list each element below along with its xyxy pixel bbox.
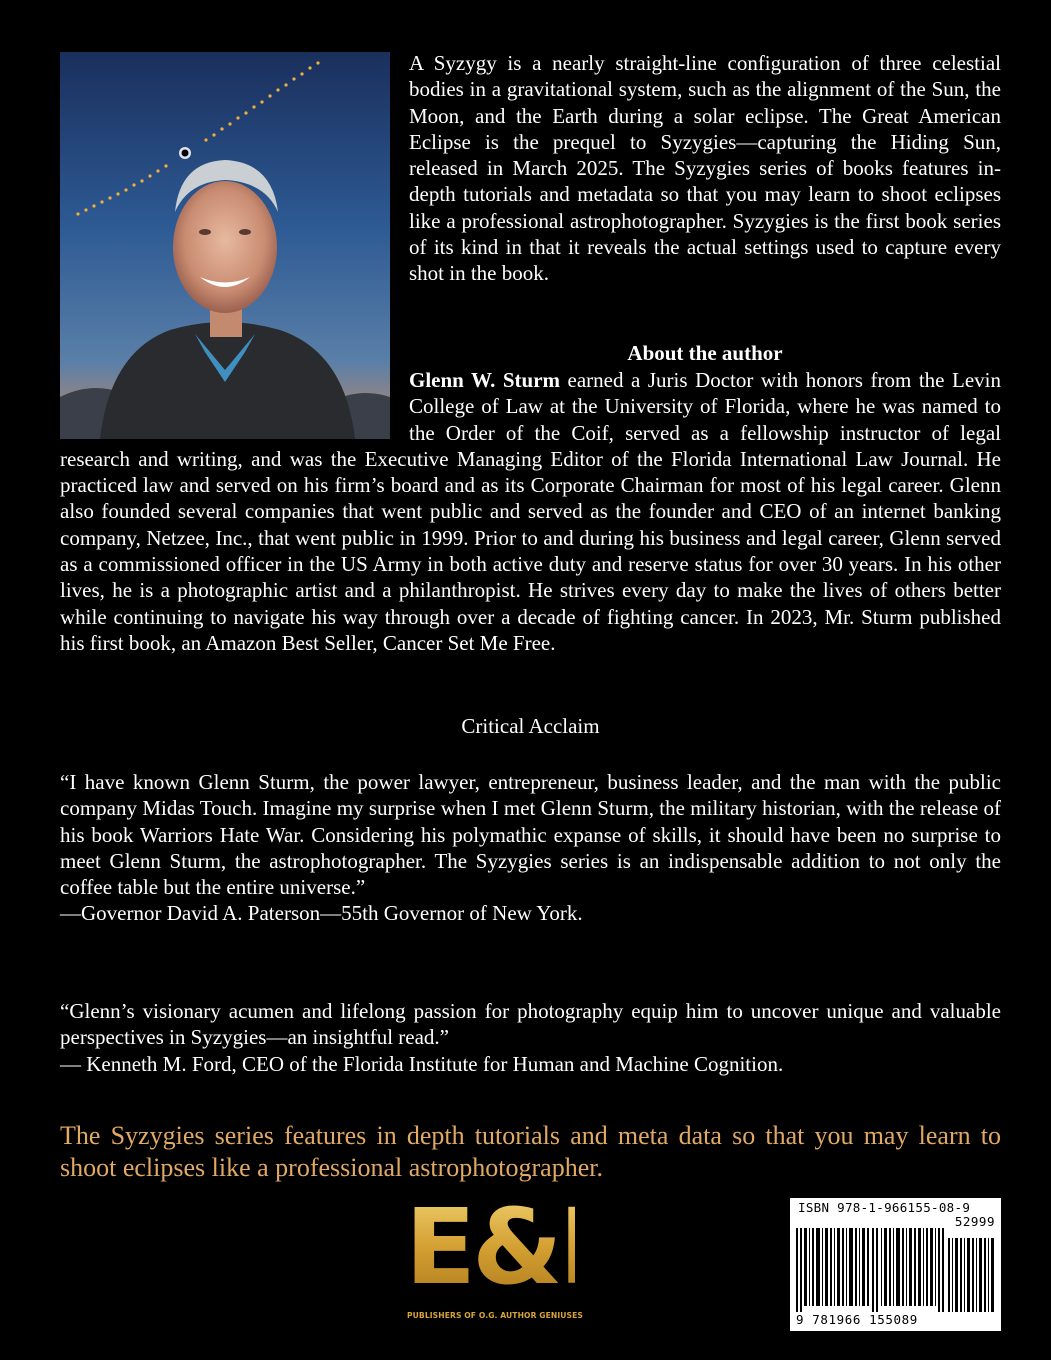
- author-bio: [60, 367, 1001, 656]
- author-name: Glenn W. Sturm: [409, 368, 561, 392]
- publisher-tagline: PUBLISHERS OF O.G. AUTHOR GENIUSES: [407, 1311, 583, 1320]
- barcode-bars-icon: [796, 1228, 996, 1312]
- quote-attribution: —Governor David A. Paterson—55th Governor of New York.: [60, 901, 583, 926]
- quote-text: “Glenn’s visionary acumen and lifelong passion for photography equip him to uncover unique and valuable perspectives in Syzygies—an insightful read.”: [60, 999, 1001, 1050]
- publisher-logo-letters: E&R: [405, 1183, 575, 1311]
- ean-number: 9 781966 155089: [796, 1312, 918, 1327]
- intro-paragraph: A Syzygy is a nearly straight-line configuration of three celestial bodies in a gravitational system, such as the alignment of the Sun, the Moon, and the Earth during a solar eclipse. The Great American Eclipse is the prequel to Syzygies—capturing the Hiding Sun, released in March 2025. The Syzygies series of books features in-depth tutorials and metadata so that you may learn to shoot eclipses like a professional astrophotographer. Syzygies is the first book series of its kind in that it reveals the actual settings used to capture every shot in the book.: [409, 51, 1001, 286]
- isbn-barcode: [790, 1198, 1001, 1331]
- critical-acclaim-heading: Critical Acclaim: [461, 714, 600, 738]
- series-highlight: The Syzygies series features in depth tutorials and meta data so that you may learn to shoot eclipses like a professional astrophotographer.: [60, 1121, 1001, 1182]
- acclaim-quote-2: [60, 998, 1001, 1077]
- acclaim-quote-1: [60, 769, 1001, 927]
- about-author-heading: About the author: [627, 341, 783, 365]
- quote-text: “I have known Glenn Sturm, the power lawyer, entrepreneur, business leader, and the man with the public company Midas Touch. Imagine my surprise when I met Glenn Sturm, the military historian, with the release of his book Warriors Hate War. Considering his polymathic expanse of skills, it should have been no surprise to meet Glenn Sturm, the astrophotographer. The Syzygies series is an indispensable addition to not only the coffee table but the entire universe.”: [60, 770, 1001, 900]
- price-addon: 52999: [954, 1214, 995, 1229]
- author-bio-text: earned a Juris Doctor with honors from the Levin College of Law at the University of Florida, where he was named to the Order of the Coif, served as a fellowship instructor of legal research and writing, and was the Executive Managing Editor of the Florida International Law Journal. He practiced law and served on his firm’s board and as its Corporate Chairman for most of his legal career. Glenn also founded several companies that went public and served as the founder and CEO of an internet banking company, Netzee, Inc., that went public in 1999. Prior to and during his business and legal career, Glenn served as a commissioned officer in the US Army in both active duty and reserve status for over 30 years. In his other lives, he is a photographic artist and a philanthropist. He strives every day to make the lives of others better while continuing to navigate his way through over a decade of fighting cancer. In 2023, Mr. Sturm published his first book, an Amazon Best Seller, Cancer Set Me Free.: [60, 368, 1001, 655]
- photo-wrap-spacer: [60, 367, 409, 445]
- publisher-logo: [405, 1183, 635, 1333]
- isbn-number: ISBN 978-1-966155-08-9: [798, 1200, 971, 1215]
- quote-attribution: — Kenneth M. Ford, CEO of the Florida Institute for Human and Machine Cognition.: [60, 1051, 784, 1076]
